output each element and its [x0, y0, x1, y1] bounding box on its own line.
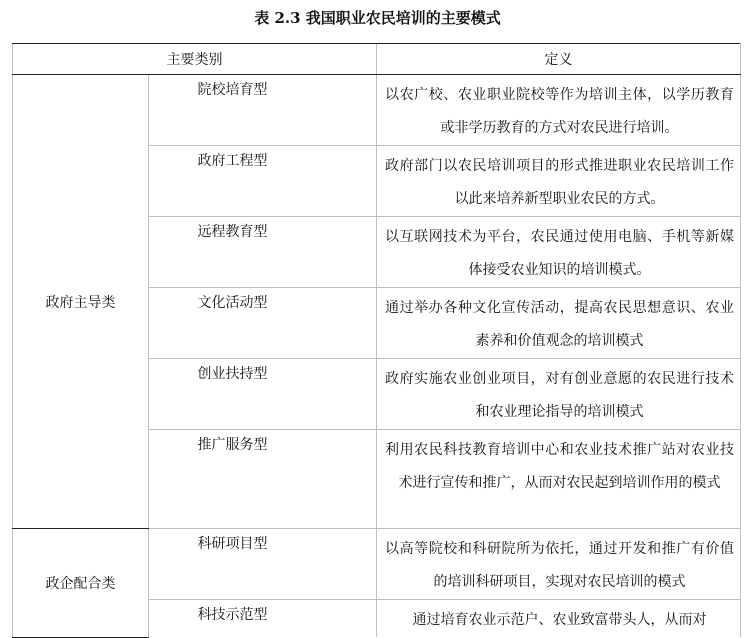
mode-cell: 文化活动型	[149, 288, 377, 359]
mode-cell: 推广服务型	[149, 430, 377, 529]
header-definition: 定义	[377, 44, 741, 75]
training-modes-table	[12, 43, 741, 638]
header-main-category: 主要类别	[13, 44, 377, 75]
category-cell-government-led: 政府主导类	[13, 75, 149, 529]
mode-cell: 创业扶持型	[149, 359, 377, 430]
definition-cell: 政府部门以农民培训项目的形式推进职业农民培训工作以此来培养新型职业农民的方式。	[377, 146, 741, 217]
mode-cell: 科研项目型	[149, 529, 377, 600]
category-cell-government-enterprise: 政企配合类	[13, 529, 149, 638]
table-row	[13, 75, 741, 146]
mode-cell: 科技示范型	[149, 600, 377, 638]
definition-cell: 以高等院校和科研院所为依托，通过开发和推广有价值的培训科研项目，实现对农民培训的模式	[377, 529, 741, 600]
definition-cell: 通过举办各种文化宣传活动，提高农民思想意识、农业素养和价值观念的培训模式	[377, 288, 741, 359]
definition-cell: 政府实施农业创业项目，对有创业意愿的农民进行技术和农业理论指导的培训模式	[377, 359, 741, 430]
definition-cell: 以农广校、农业职业院校等作为培训主体，以学历教育或非学历教育的方式对农民进行培训。	[377, 75, 741, 146]
definition-cell: 利用农民科技教育培训中心和农业技术推广站对农业技术进行宣传和推广，从而对农民起到培训作用的模式	[377, 430, 741, 529]
table-row	[13, 529, 741, 600]
definition-cell: 以互联网技术为平台，农民通过使用电脑、手机等新媒体接受农业知识的培训模式。	[377, 217, 741, 288]
table-caption: 表 2.3 我国职业农民培训的主要模式	[254, 9, 501, 27]
definition-cell: 通过培育农业示范户、农业致富带头人，从而对	[377, 600, 741, 638]
table-header-row	[13, 44, 741, 75]
mode-cell: 院校培育型	[149, 75, 377, 146]
mode-cell: 政府工程型	[149, 146, 377, 217]
mode-cell: 远程教育型	[149, 217, 377, 288]
